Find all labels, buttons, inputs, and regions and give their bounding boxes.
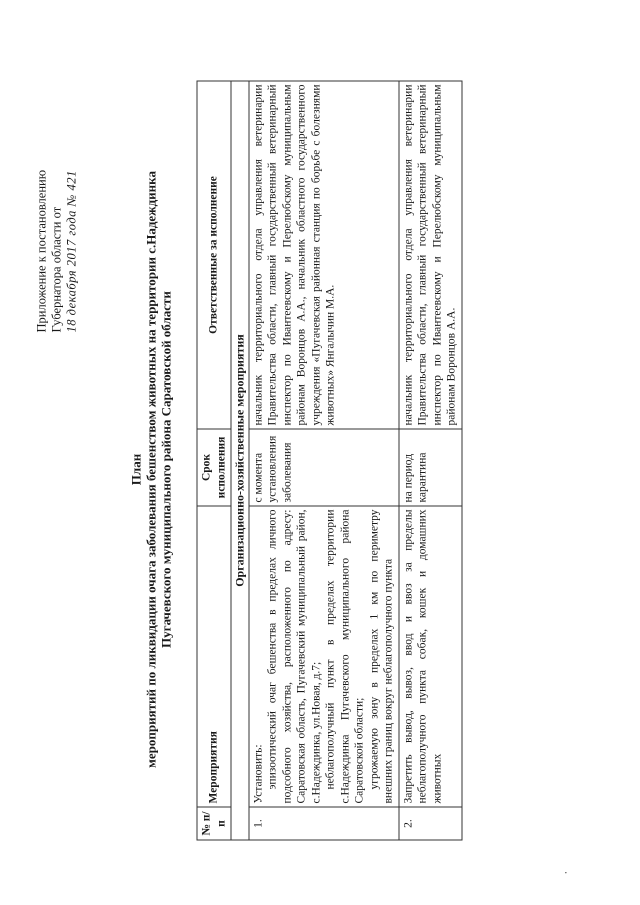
appendix-line-1: Приложение к постановлению bbox=[34, 169, 49, 333]
table-row bbox=[249, 81, 399, 840]
row-num: 2. bbox=[399, 807, 462, 840]
section-title: Организационно-хозяйственные мероприятия bbox=[231, 81, 249, 840]
activity-paragraph: угрожаемую зону в пределах 1 км по периметру внешних границ вокруг неблагополучного пункта bbox=[368, 509, 395, 804]
row-num: 1. bbox=[249, 807, 399, 840]
section-row bbox=[231, 81, 249, 840]
activity-paragraph: неблагополучный пункт в пределах территории с.Надеждинка Пугачевского муниципального района Саратовской области; bbox=[324, 509, 366, 804]
table-header-row bbox=[197, 81, 231, 840]
activity-intro: Запретить вывод, вывоз, ввод и ввоз за пределы неблагополучного пункта собак, кошек и домашних животных bbox=[402, 509, 443, 804]
title-line-1: План bbox=[128, 453, 144, 486]
appendix-line-2: Губернатора области от bbox=[49, 206, 64, 333]
table-row bbox=[399, 81, 462, 840]
row-activity bbox=[249, 506, 399, 807]
title-line-3: Пугачевского муниципального района Саратовской области bbox=[158, 291, 174, 648]
row-term: на период карантина bbox=[399, 429, 462, 506]
title-line-2: мероприятий по ликвидации очага заболевания бешенством животных на территории с.Надеждинка bbox=[143, 171, 159, 768]
page-mark: · bbox=[560, 870, 573, 875]
activity-paragraph: эпизоотический очаг бешенства в пределах личного подсобного хозяйства, расположенного по адресу: Саратовская область, Пугачевский муниципальный район, с.Надеждинка, ул.Новая, д.7; bbox=[266, 509, 322, 804]
row-activity bbox=[399, 506, 462, 807]
row-term: с момента установления заболевания bbox=[249, 429, 399, 506]
plan-table bbox=[197, 81, 463, 841]
row-responsible: начальник территориального отдела управления ветеринарии Правительства области, главный государственный ветеринарный инспектор по Ивантеевскому и Перелюбскому муниципальным районам Воронцов А.А., начальник областного государственного учреждения «Пугачевская районная станция по борьбе с болезнями животных» Янгалычин М.А. bbox=[249, 81, 399, 429]
appendix-line-3: 18 декабря 2017 года № 421 bbox=[64, 170, 79, 333]
rotated-page bbox=[1, 0, 640, 905]
header-activity: Мероприятия bbox=[197, 506, 231, 807]
header-term: Срок исполнения bbox=[197, 429, 231, 506]
appendix-note bbox=[35, 93, 80, 333]
activity-intro: Установить: bbox=[252, 744, 264, 804]
header-num: № п/п bbox=[197, 807, 231, 840]
document-title bbox=[129, 75, 174, 865]
header-responsible: Ответственные за исполнение bbox=[197, 81, 231, 429]
row-responsible: начальник территориального отдела управления ветеринарии Правительства области, главный государственный ветеринарный инспектор по Ивантеевскому и Перелюбскому муниципальным районам Воронцов А.А. bbox=[399, 81, 462, 429]
